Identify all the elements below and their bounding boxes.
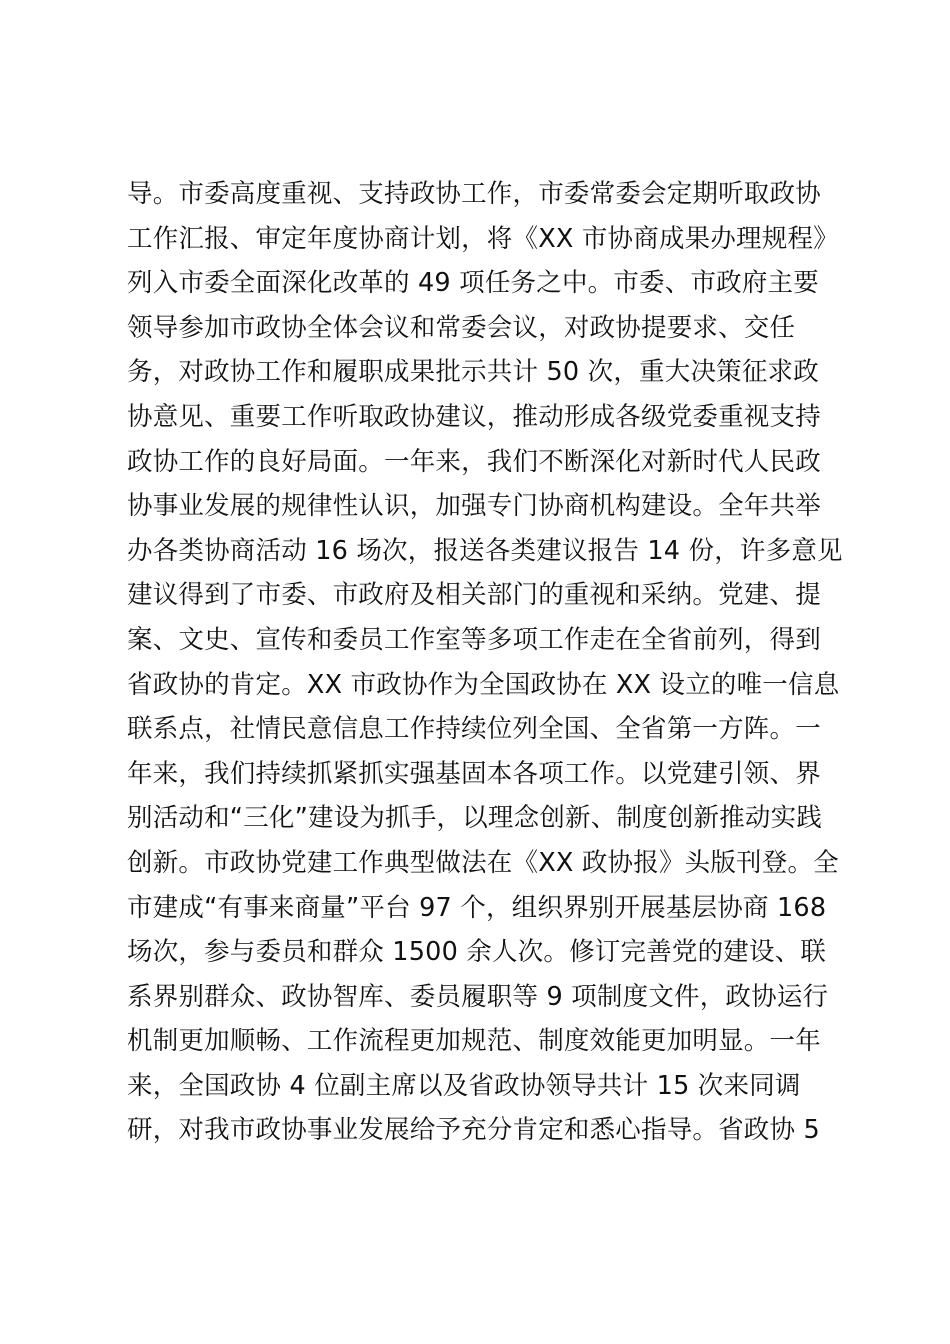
text-line: 省政协的肯定。XX 市政协作为全国政协在 XX 设立的唯一信息 — [127, 669, 840, 700]
body-text — [127, 172, 843, 1153]
text-line: 协意见、重要工作听取政协建议，推动形成各级党委重视支持 — [127, 401, 821, 432]
text-line: 系界别群众、政协智库、委员履职等 9 项制度文件，政协运行 — [127, 981, 829, 1012]
text-line: 工作汇报、审定年度协商计划，将《XX 市协商成果办理规程》 — [127, 223, 839, 254]
text-line: 研，对我市政协事业发展给予充分肯定和悉心指导。省政协 5 — [127, 1115, 820, 1146]
text-line: 协事业发展的规律性认识，加强专门协商机构建设。全年共举 — [127, 491, 821, 522]
text-line: 导。市委高度重视、支持政协工作，市委常委会定期听取政协 — [127, 179, 821, 209]
text-line: 列入市委全面深化改革的 49 项任务之中。市委、市政府主要 — [127, 268, 819, 299]
text-line: 创新。市政协党建工作典型做法在《XX 政协报》头版刊登。全 — [127, 847, 839, 878]
text-line: 联系点，社情民意信息工作持续位列全国、全省第一方阵。一 — [127, 714, 821, 745]
text-line: 年来，我们持续抓紧抓实强基固本各项工作。以党建引领、界 — [127, 758, 821, 789]
text-line: 务，对政协工作和履职成果批示共计 50 次，重大决策征求政 — [127, 357, 819, 388]
text-line: 机制更加顺畅、工作流程更加规范、制度效能更加明显。一年 — [127, 1026, 821, 1057]
text-line: 场次，参与委员和群众 1500 余人次。修订完善党的建设、联 — [127, 937, 827, 968]
text-line: 办各类协商活动 16 场次，报送各类建议报告 14 份，许多意见 — [127, 535, 843, 566]
text-line: 别活动和“三化”建设为抓手，以理念创新、制度创新推动实践 — [127, 803, 823, 834]
text-line: 市建成“有事来商量”平台 97 个，组织界别开展基层协商 168 — [127, 892, 827, 923]
text-line: 政协工作的良好局面。一年来，我们不断深化对新时代人民政 — [127, 446, 821, 477]
text-line: 来，全国政协 4 位副主席以及省政协领导共计 15 次来同调 — [127, 1070, 801, 1101]
text-line: 领导参加市政协全体会议和常委会议，对政协提要求、交任 — [127, 312, 796, 343]
text-line: 案、文史、宣传和委员工作室等多项工作走在全省前列，得到 — [127, 624, 821, 655]
text-line: 建议得到了市委、市政府及相关部门的重视和采纳。党建、提 — [127, 580, 821, 611]
